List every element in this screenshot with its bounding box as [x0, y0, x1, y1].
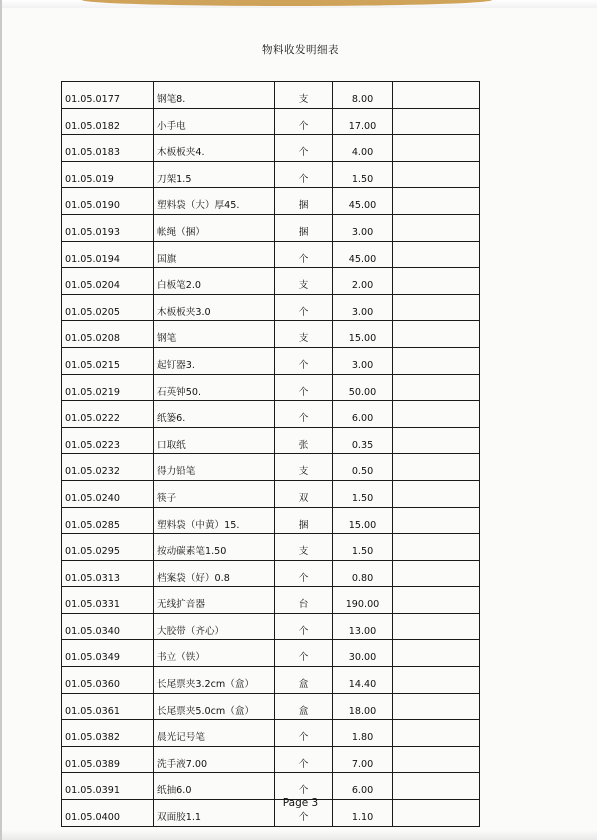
item-price-cell: 8.00 — [333, 82, 393, 109]
item-price-cell: 17.00 — [333, 108, 393, 135]
item-unit-cell: 个 — [275, 161, 333, 188]
item-name-cell: 木板板夹4. — [154, 135, 275, 162]
item-price-cell: 13.00 — [333, 613, 393, 640]
item-unit-cell: 个 — [275, 401, 333, 428]
item-extra-cell — [393, 454, 480, 481]
item-name-cell: 塑料袋（中黄）15. — [154, 507, 275, 534]
item-name-cell: 纸抽6.0 — [154, 773, 275, 800]
item-code-cell: 01.05.0240 — [62, 480, 154, 507]
table-row — [62, 294, 480, 321]
item-extra-cell — [393, 268, 480, 295]
item-name-cell: 长尾票夹5.0cm（盒） — [154, 693, 275, 720]
item-unit-cell: 个 — [275, 108, 333, 135]
table-row — [62, 374, 480, 401]
item-name-cell: 塑料袋（大）厚45. — [154, 188, 275, 215]
table-row — [62, 613, 480, 640]
table-row — [62, 161, 480, 188]
item-unit-cell: 个 — [275, 773, 333, 800]
item-name-cell: 按动碳素笔1.50 — [154, 534, 275, 561]
item-price-cell: 18.00 — [333, 693, 393, 720]
item-unit-cell: 个 — [275, 294, 333, 321]
item-extra-cell — [393, 587, 480, 614]
item-unit-cell: 支 — [275, 82, 333, 109]
item-price-cell: 190.00 — [333, 587, 393, 614]
item-name-cell: 档案袋（好）0.8 — [154, 560, 275, 587]
item-code-cell: 01.05.0222 — [62, 401, 154, 428]
item-name-cell: 石英钟50. — [154, 374, 275, 401]
item-code-cell: 01.05.0389 — [62, 746, 154, 773]
item-extra-cell — [393, 241, 480, 268]
table-row — [62, 507, 480, 534]
item-price-cell: 7.00 — [333, 746, 393, 773]
item-unit-cell: 双 — [275, 480, 333, 507]
item-extra-cell — [393, 667, 480, 694]
item-unit-cell: 盒 — [275, 693, 333, 720]
table-row — [62, 640, 480, 667]
item-code-cell: 01.05.0340 — [62, 613, 154, 640]
item-unit-cell: 个 — [275, 347, 333, 374]
item-code-cell: 01.05.0285 — [62, 507, 154, 534]
item-extra-cell — [393, 188, 480, 215]
item-price-cell: 3.00 — [333, 347, 393, 374]
table-row — [62, 135, 480, 162]
item-unit-cell: 个 — [275, 640, 333, 667]
item-code-cell: 01.05.0313 — [62, 560, 154, 587]
item-price-cell: 1.50 — [333, 534, 393, 561]
item-name-cell: 起钉器3. — [154, 347, 275, 374]
item-extra-cell — [393, 401, 480, 428]
item-unit-cell: 捆 — [275, 214, 333, 241]
item-price-cell: 6.00 — [333, 401, 393, 428]
item-price-cell: 1.50 — [333, 480, 393, 507]
table-row — [62, 720, 480, 747]
table-row — [62, 108, 480, 135]
table-row — [62, 560, 480, 587]
item-unit-cell: 个 — [275, 720, 333, 747]
item-code-cell: 01.05.019 — [62, 161, 154, 188]
item-price-cell: 15.00 — [333, 321, 393, 348]
item-unit-cell: 个 — [275, 241, 333, 268]
materials-table — [61, 81, 480, 827]
item-extra-cell — [393, 534, 480, 561]
item-price-cell: 3.00 — [333, 214, 393, 241]
item-extra-cell — [393, 135, 480, 162]
item-code-cell: 01.05.0193 — [62, 214, 154, 241]
item-extra-cell — [393, 214, 480, 241]
item-name-cell: 纸篓6. — [154, 401, 275, 428]
item-code-cell: 01.05.0391 — [62, 773, 154, 800]
table-row — [62, 321, 480, 348]
item-price-cell: 45.00 — [333, 188, 393, 215]
item-unit-cell: 支 — [275, 454, 333, 481]
item-name-cell: 晨光记号笔 — [154, 720, 275, 747]
item-extra-cell — [393, 560, 480, 587]
item-price-cell: 4.00 — [333, 135, 393, 162]
item-price-cell: 14.40 — [333, 667, 393, 694]
table-row — [62, 454, 480, 481]
item-price-cell: 3.00 — [333, 294, 393, 321]
item-name-cell: 钢笔 — [154, 321, 275, 348]
item-code-cell: 01.05.0349 — [62, 640, 154, 667]
item-name-cell: 口取纸 — [154, 427, 275, 454]
item-code-cell: 01.05.0382 — [62, 720, 154, 747]
table-row — [62, 773, 480, 800]
item-name-cell: 无线扩音器 — [154, 587, 275, 614]
item-extra-cell — [393, 480, 480, 507]
item-extra-cell — [393, 321, 480, 348]
item-code-cell: 01.05.0194 — [62, 241, 154, 268]
item-price-cell: 45.00 — [333, 241, 393, 268]
item-unit-cell: 个 — [275, 135, 333, 162]
item-unit-cell: 个 — [275, 800, 333, 827]
item-price-cell: 0.35 — [333, 427, 393, 454]
table-row — [62, 214, 480, 241]
page-number: Page 3 — [282, 797, 319, 809]
item-extra-cell — [393, 613, 480, 640]
item-unit-cell: 盒 — [275, 667, 333, 694]
item-code-cell: 01.05.0177 — [62, 82, 154, 109]
table-row — [62, 534, 480, 561]
item-price-cell: 6.00 — [333, 773, 393, 800]
item-code-cell: 01.05.0219 — [62, 374, 154, 401]
item-name-cell: 洗手液7.00 — [154, 746, 275, 773]
item-name-cell: 书立（铁） — [154, 640, 275, 667]
item-code-cell: 01.05.0400 — [62, 800, 154, 827]
item-code-cell: 01.05.0208 — [62, 321, 154, 348]
item-code-cell: 01.05.0204 — [62, 268, 154, 295]
table-row — [62, 401, 480, 428]
item-code-cell: 01.05.0360 — [62, 667, 154, 694]
item-unit-cell: 个 — [275, 746, 333, 773]
item-name-cell: 钢笔8. — [154, 82, 275, 109]
item-name-cell: 双面胶1.1 — [154, 800, 275, 827]
item-extra-cell — [393, 427, 480, 454]
item-code-cell: 01.05.0215 — [62, 347, 154, 374]
item-price-cell: 1.80 — [333, 720, 393, 747]
item-price-cell: 2.00 — [333, 268, 393, 295]
item-name-cell: 木板板夹3.0 — [154, 294, 275, 321]
item-unit-cell: 台 — [275, 587, 333, 614]
table-row — [62, 427, 480, 454]
item-code-cell: 01.05.0361 — [62, 693, 154, 720]
item-name-cell: 国旗 — [154, 241, 275, 268]
item-price-cell: 30.00 — [333, 640, 393, 667]
item-name-cell: 大胶带（齐心） — [154, 613, 275, 640]
item-extra-cell — [393, 82, 480, 109]
item-code-cell: 01.05.0183 — [62, 135, 154, 162]
table-row — [62, 587, 480, 614]
item-extra-cell — [393, 720, 480, 747]
item-unit-cell: 捆 — [275, 188, 333, 215]
item-name-cell: 筷子 — [154, 480, 275, 507]
item-extra-cell — [393, 773, 480, 800]
item-extra-cell — [393, 347, 480, 374]
item-code-cell: 01.05.0223 — [62, 427, 154, 454]
table-row — [62, 667, 480, 694]
materials-table-body — [62, 82, 480, 827]
scan-top-edge — [2, 0, 597, 8]
item-code-cell: 01.05.0182 — [62, 108, 154, 135]
item-extra-cell — [393, 693, 480, 720]
item-unit-cell: 支 — [275, 321, 333, 348]
item-extra-cell — [393, 294, 480, 321]
table-row — [62, 746, 480, 773]
item-unit-cell: 个 — [275, 613, 333, 640]
item-name-cell: 小手电 — [154, 108, 275, 135]
item-name-cell: 刀架1.5 — [154, 161, 275, 188]
item-name-cell: 帐绳（捆） — [154, 214, 275, 241]
item-code-cell: 01.05.0232 — [62, 454, 154, 481]
item-extra-cell — [393, 746, 480, 773]
item-extra-cell — [393, 108, 480, 135]
item-unit-cell: 个 — [275, 560, 333, 587]
item-code-cell: 01.05.0205 — [62, 294, 154, 321]
item-unit-cell: 支 — [275, 534, 333, 561]
item-unit-cell: 支 — [275, 268, 333, 295]
table-row — [62, 268, 480, 295]
table-row — [62, 188, 480, 215]
item-price-cell: 15.00 — [333, 507, 393, 534]
table-row — [62, 693, 480, 720]
item-extra-cell — [393, 640, 480, 667]
table-row — [62, 241, 480, 268]
scan-bottom-edge — [2, 830, 597, 840]
item-name-cell: 得力铅笔 — [154, 454, 275, 481]
item-name-cell: 白板笔2.0 — [154, 268, 275, 295]
table-row — [62, 480, 480, 507]
table-row — [62, 347, 480, 374]
item-price-cell: 1.10 — [333, 800, 393, 827]
item-price-cell: 1.50 — [333, 161, 393, 188]
item-unit-cell: 捆 — [275, 507, 333, 534]
item-extra-cell — [393, 507, 480, 534]
document-title: 物料收发明细表 — [262, 44, 339, 56]
item-price-cell: 50.00 — [333, 374, 393, 401]
item-extra-cell — [393, 161, 480, 188]
item-price-cell: 0.50 — [333, 454, 393, 481]
item-name-cell: 长尾票夹3.2cm（盒） — [154, 667, 275, 694]
item-code-cell: 01.05.0295 — [62, 534, 154, 561]
item-unit-cell: 张 — [275, 427, 333, 454]
item-unit-cell: 个 — [275, 374, 333, 401]
table-row — [62, 82, 480, 109]
item-price-cell: 0.80 — [333, 560, 393, 587]
item-code-cell: 01.05.0190 — [62, 188, 154, 215]
item-extra-cell — [393, 374, 480, 401]
item-code-cell: 01.05.0331 — [62, 587, 154, 614]
